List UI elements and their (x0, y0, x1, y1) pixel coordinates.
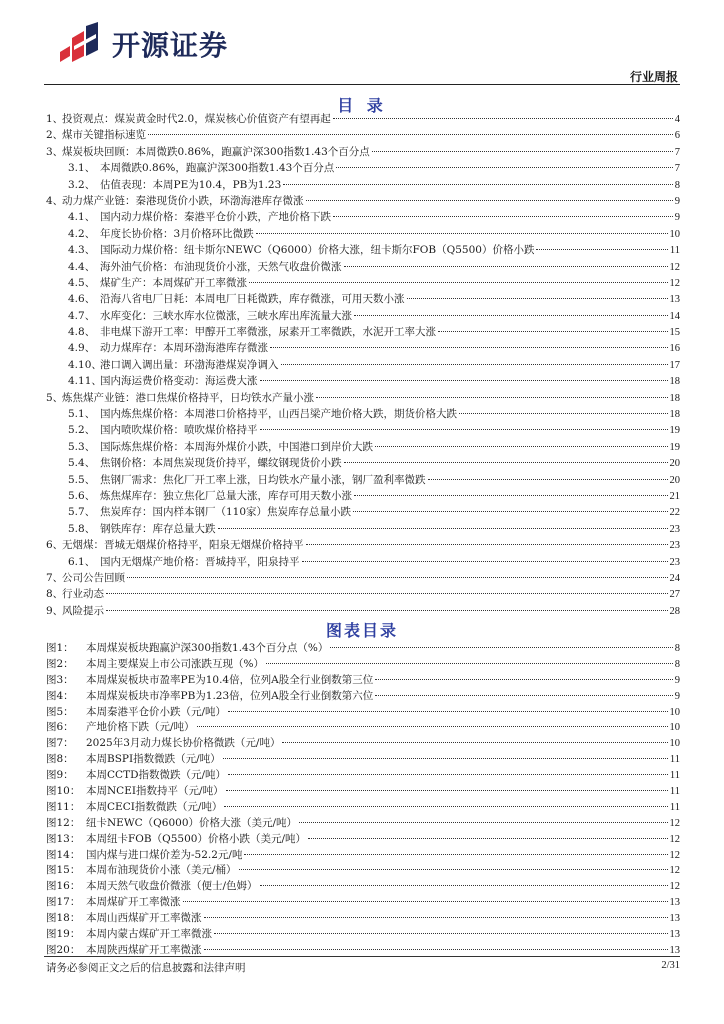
entry-page: 18 (669, 409, 680, 421)
figure-entry[interactable] (46, 719, 680, 735)
entry-number: 5.4、 (68, 457, 96, 470)
entry-title: 煤矿生产：本周煤矿开工率微涨 (100, 276, 247, 289)
entry-title: 炼焦煤库存：独立焦化厂总量大涨，库存可用天数小涨 (100, 489, 352, 502)
entry-number: 图4： (46, 689, 74, 702)
entry-page: 20 (669, 474, 680, 486)
entry-page: 12 (669, 865, 680, 877)
brand-name: 开源证券 (112, 29, 229, 62)
entry-page: 21 (669, 490, 680, 502)
entry-number: 3、 (46, 145, 64, 158)
entry-title: 国内喷吹煤价格：喷吹煤价格持平 (100, 424, 258, 437)
entry-title: 水库变化：三峡水库水位微涨，三峡水库出库流量大涨 (100, 309, 352, 322)
header-divider (44, 84, 680, 85)
entry-number: 图13： (46, 832, 81, 845)
dot-leader (239, 869, 668, 870)
entry-title: 无烟煤：晋城无烟煤价格持平，阳泉无烟煤价格持平 (62, 539, 304, 552)
entry-number: 6.1、 (68, 555, 96, 568)
dot-leader (223, 758, 668, 759)
dot-leader (333, 118, 673, 119)
toc-entry[interactable] (46, 275, 680, 291)
dot-leader (308, 838, 668, 839)
entry-title: 公司公告回顾 (62, 571, 125, 584)
toc-entry[interactable] (46, 472, 680, 488)
entry-title: 本周NCEI指数持平（元/吨） (86, 785, 224, 798)
entry-title: 本周天然气收盘价微涨（便士/色姆） (86, 880, 258, 893)
entry-number: 4.9、 (68, 342, 96, 355)
dot-leader (282, 742, 667, 743)
entry-number: 图10： (46, 785, 81, 798)
dot-leader (428, 479, 668, 480)
entry-page: 13 (669, 294, 680, 306)
figure-entry[interactable] (46, 656, 680, 672)
toc-entry[interactable] (46, 586, 680, 602)
figure-entry[interactable] (46, 783, 680, 799)
company-logo (56, 22, 228, 66)
figure-entry[interactable] (46, 831, 680, 847)
entry-number: 2、 (46, 129, 64, 142)
toc-entry[interactable] (46, 455, 680, 471)
entry-page: 9 (674, 674, 680, 686)
entry-number: 图18： (46, 912, 81, 925)
entry-page: 8 (674, 643, 680, 654)
entry-number: 图1： (46, 642, 74, 654)
toc-entry[interactable] (46, 160, 680, 176)
entry-number: 4.4、 (68, 260, 96, 273)
entry-page: 12 (669, 261, 680, 273)
entry-page: 11 (669, 245, 680, 257)
entry-title: 海外油气价格：布油现货价小涨，天然气收盘价微涨 (100, 260, 342, 273)
entry-title: 本周微跌0.86%，跑赢沪深300指数1.43个百分点 (100, 162, 335, 175)
entry-page: 10 (669, 228, 680, 240)
entry-number: 4.1、 (68, 211, 96, 224)
entry-number: 5.3、 (68, 440, 96, 453)
entry-page: 11 (669, 770, 680, 782)
entry-number: 4.2、 (68, 227, 96, 240)
dot-leader (281, 364, 668, 365)
dot-leader (353, 511, 667, 512)
toc-heading: 目 录 (337, 96, 387, 115)
figure-entry[interactable] (46, 751, 680, 767)
entry-number: 5.5、 (68, 473, 96, 486)
figure-entry[interactable] (46, 926, 680, 942)
entry-page: 8 (674, 179, 680, 191)
dot-leader (214, 933, 668, 934)
figure-entry[interactable] (46, 894, 680, 910)
dot-leader (330, 647, 672, 648)
toc-entry[interactable] (46, 570, 680, 586)
table-of-contents (46, 111, 680, 619)
dot-leader (260, 429, 668, 430)
toc-entry[interactable] (46, 439, 680, 455)
dot-leader (266, 663, 673, 664)
dot-leader (228, 774, 668, 775)
entry-page: 19 (669, 441, 680, 453)
entry-number: 图5： (46, 705, 74, 718)
dot-leader (197, 726, 668, 727)
entry-page: 12 (669, 833, 680, 845)
toc-entry[interactable] (46, 259, 680, 275)
toc-entry[interactable] (46, 127, 680, 143)
entry-page: 13 (669, 929, 680, 941)
entry-number: 4.3、 (68, 244, 96, 257)
toc-entry[interactable] (46, 291, 680, 307)
figure-entry[interactable] (46, 640, 680, 656)
entry-title: 本周山西煤矿开工率微涨 (86, 912, 202, 925)
toc-entry[interactable] (46, 603, 680, 619)
dot-leader (127, 577, 668, 578)
toc-entry[interactable] (46, 554, 680, 570)
entry-page: 16 (669, 343, 680, 355)
entry-page: 23 (669, 556, 680, 568)
dot-leader (106, 593, 668, 594)
toc-entry[interactable] (46, 340, 680, 356)
entry-number: 1、 (46, 113, 64, 125)
dot-leader (218, 528, 668, 529)
entry-number: 5.7、 (68, 506, 96, 519)
entry-number: 图8： (46, 753, 74, 766)
entry-title: 行业动态 (62, 588, 104, 601)
entry-title: 本周布油现货价小涨（美元/桶） (86, 864, 237, 877)
dot-leader (283, 184, 672, 185)
figure-entry[interactable] (46, 815, 680, 831)
entry-number: 图16： (46, 880, 81, 893)
entry-page: 6 (674, 130, 680, 142)
entry-title: 动力煤产业链：秦港现货价小跌，环渤海港库存微涨 (62, 194, 304, 207)
entry-title: 年度长协价格：3月价格环比微跌 (100, 227, 254, 240)
toc-entry[interactable] (46, 504, 680, 520)
toc-entry[interactable] (46, 209, 680, 225)
dot-leader (344, 266, 668, 267)
entry-title: 本周陕西煤矿开工率微涨 (86, 943, 202, 956)
figure-entry[interactable] (46, 767, 680, 783)
dot-leader (226, 790, 668, 791)
entry-title: 港口调入调出量：环渤海港煤炭净调入 (100, 358, 279, 371)
toc-entry[interactable] (46, 422, 680, 438)
entry-number: 图7： (46, 737, 74, 750)
entry-page: 22 (669, 507, 680, 519)
dot-leader (244, 854, 667, 855)
dot-leader (459, 413, 668, 414)
figure-entry[interactable] (46, 688, 680, 704)
toc-entry[interactable] (46, 390, 680, 406)
entry-page: 10 (669, 706, 680, 718)
figure-entry[interactable] (46, 847, 680, 863)
dot-leader (228, 711, 667, 712)
entry-number: 5、 (46, 391, 64, 404)
entry-number: 图2： (46, 657, 74, 670)
figure-entry[interactable] (46, 799, 680, 815)
dot-leader (316, 397, 668, 398)
entry-title: 本周纽卡FOB（Q5500）价格小跌（美元/吨） (86, 832, 306, 845)
entry-page: 12 (669, 817, 680, 829)
entry-page: 14 (669, 310, 680, 322)
figure-entry[interactable] (46, 704, 680, 720)
figure-entry[interactable] (46, 735, 680, 751)
entry-number: 图20： (46, 943, 81, 956)
entry-number: 4.8、 (68, 326, 96, 339)
entry-page: 7 (674, 146, 680, 158)
entry-title: 2025年3月动力煤长协价格微跌（元/吨） (86, 737, 281, 750)
toc-entry[interactable] (46, 488, 680, 504)
entry-title: 国际动力煤价格：纽卡斯尔NEWC（Q6000）价格大涨，纽卡斯尔FOB（Q5500）价格小跌 (100, 244, 535, 257)
entry-page: 4 (674, 114, 680, 125)
toc-entry[interactable] (46, 357, 680, 373)
entry-title: 焦钢价格：本周焦炭现货价持平，螺纹钢现货价小跌 (100, 457, 342, 470)
entry-page: 27 (669, 589, 680, 601)
dot-leader (260, 885, 668, 886)
dot-leader (302, 561, 668, 562)
entry-title: 本周煤炭板块市盈率PE为10.4倍，位列A股全行业倒数第三位 (86, 673, 374, 686)
dot-leader (375, 446, 668, 447)
dot-leader (336, 167, 672, 168)
entry-page: 13 (669, 913, 680, 925)
entry-page: 10 (669, 722, 680, 734)
entry-number: 图15： (46, 864, 81, 877)
entry-title: 本周CECI指数微跌（元/吨） (86, 800, 223, 813)
entry-number: 图17： (46, 896, 81, 909)
dot-leader (372, 151, 673, 152)
dot-leader (204, 917, 668, 918)
toc-entry[interactable] (46, 308, 680, 324)
entry-title: 风险提示 (62, 604, 104, 617)
entry-page: 18 (669, 392, 680, 404)
entry-title: 本周BSPI指数微跌（元/吨） (86, 753, 221, 766)
entry-number: 图6： (46, 721, 74, 734)
entry-page: 28 (669, 605, 680, 617)
entry-page: 20 (669, 458, 680, 470)
figure-entry[interactable] (46, 672, 680, 688)
toc-entry[interactable] (46, 193, 680, 209)
toc-entry[interactable] (46, 144, 680, 160)
toc-entry[interactable] (46, 177, 680, 193)
dot-leader (106, 610, 668, 611)
page-number: 2/31 (661, 960, 680, 971)
entry-page: 11 (669, 754, 680, 766)
entry-number: 3.1、 (68, 162, 96, 175)
entry-page: 8 (674, 658, 680, 670)
entry-page: 24 (669, 572, 680, 584)
dot-leader (148, 134, 673, 135)
entry-title: 煤市关键指标速览 (62, 129, 146, 142)
dot-leader (224, 806, 667, 807)
entry-title: 非电煤下游开工率：甲醇开工率微涨，尿素开工率微跌，水泥开工率大涨 (100, 326, 436, 339)
entry-number: 3.2、 (68, 178, 96, 191)
entry-page: 9 (674, 212, 680, 224)
toc-entry[interactable] (46, 406, 680, 422)
entry-page: 7 (674, 163, 680, 175)
entry-page: 12 (669, 277, 680, 289)
entry-title: 国内动力煤价格：秦港平仓价小跌，产地价格下跌 (100, 211, 331, 224)
entry-title: 本周内蒙古煤矿开工率微涨 (86, 928, 212, 941)
dot-leader (375, 695, 673, 696)
dot-leader (536, 249, 667, 250)
footer-divider (44, 956, 680, 957)
entry-page: 23 (669, 523, 680, 535)
entry-number: 4.11、 (68, 375, 102, 388)
entry-title: 焦炭库存：国内样本钢厂（110家）焦炭库存总量小跌 (100, 506, 352, 519)
entry-title: 产地价格下跌（元/吨） (86, 721, 195, 734)
entry-number: 图9： (46, 769, 74, 782)
entry-number: 9、 (46, 604, 64, 617)
entry-title: 国内无烟煤产地价格：晋城持平，阳泉持平 (100, 555, 300, 568)
entry-title: 炼焦煤产业链：港口焦煤价格持平，日均铁水产量小涨 (62, 391, 314, 404)
dot-leader (354, 495, 668, 496)
entry-number: 5.6、 (68, 489, 96, 502)
dot-leader (375, 679, 673, 680)
dot-leader (183, 901, 668, 902)
entry-page: 13 (669, 897, 680, 909)
entry-number: 图19： (46, 928, 81, 941)
entry-page: 10 (669, 738, 680, 750)
entry-page: 11 (669, 801, 680, 813)
dot-leader (249, 282, 668, 283)
entry-page: 9 (674, 690, 680, 702)
entry-title: 国内煤与进口煤价差为-52.2元/吨 (86, 848, 243, 861)
figure-entry[interactable] (46, 910, 680, 926)
footer-disclaimer: 请务必参阅正文之后的信息披露和法律声明 (46, 962, 246, 974)
entry-page: 15 (669, 327, 680, 339)
dot-leader (333, 216, 673, 217)
entry-page: 19 (669, 425, 680, 437)
entry-title: 本周煤炭板块跑赢沪深300指数1.43个百分点（%） (86, 642, 329, 654)
entry-number: 5.8、 (68, 522, 96, 535)
entry-page: 17 (669, 359, 680, 371)
entry-title: 本周煤炭板块市净率PB为1.23倍，位列A股全行业倒数第六位 (86, 689, 374, 702)
entry-number: 5.2、 (68, 424, 96, 437)
dot-leader (204, 949, 668, 950)
dot-leader (344, 462, 668, 463)
report-type-label: 行业周报 (629, 70, 678, 84)
entry-page: 12 (669, 881, 680, 893)
dot-leader (354, 315, 668, 316)
entry-number: 5.1、 (68, 408, 96, 421)
dot-leader (306, 200, 673, 201)
entry-title: 钢铁库存：库存总量大跌 (100, 522, 216, 535)
entry-title: 焦钢厂需求：焦化厂开工率上涨，日均铁水产量小涨，钢厂盈利率微跌 (100, 473, 426, 486)
toc-entry[interactable] (46, 111, 680, 127)
dot-leader (438, 331, 668, 332)
entry-number: 图11： (46, 800, 81, 813)
dot-leader (260, 380, 668, 381)
entry-title: 动力煤库存：本周环渤海港库存微涨 (100, 342, 268, 355)
figure-list (46, 640, 680, 958)
entry-title: 国际炼焦煤价格：本周海外煤价小跌，中国港口到岸价大跌 (100, 440, 373, 453)
entry-title: 估值表现：本周PE为10.4，PB为1.23 (100, 178, 282, 191)
toc-entry[interactable] (46, 324, 680, 340)
entry-page: 18 (669, 376, 680, 388)
dot-leader (256, 233, 668, 234)
entry-number: 4、 (46, 194, 64, 207)
toc-entry[interactable] (46, 242, 680, 258)
toc-entry[interactable] (46, 521, 680, 537)
entry-page: 13 (669, 944, 680, 956)
entry-number: 4.10、 (68, 358, 102, 371)
toc-entry[interactable] (46, 226, 680, 242)
dot-leader (299, 822, 667, 823)
dot-leader (306, 544, 668, 545)
entry-page: 12 (669, 849, 680, 861)
entry-title: 国内海运费价格变动：海运费大涨 (100, 375, 258, 388)
entry-number: 7、 (46, 571, 64, 584)
toc-entry[interactable] (46, 537, 680, 553)
entry-title: 本周煤矿开工率微涨 (86, 896, 181, 909)
entry-number: 4.7、 (68, 309, 96, 322)
logo-mark-icon (56, 22, 102, 66)
entry-title: 本周秦港平仓价小跌（元/吨） (86, 705, 227, 718)
entry-number: 4.6、 (68, 293, 96, 306)
dot-leader (270, 347, 668, 348)
entry-title: 本周CCTD指数微跌（元/吨） (86, 769, 227, 782)
entry-title: 沿海八省电厂日耗：本周电厂日耗微跌，库存微涨，可用天数小涨 (100, 293, 405, 306)
toc-entry[interactable] (46, 373, 680, 389)
entry-number: 8、 (46, 588, 64, 601)
entry-title: 纽卡NEWC（Q6000）价格大涨（美元/吨） (86, 816, 298, 829)
figure-list-heading: 图表目录 (325, 621, 398, 640)
entry-page: 23 (669, 540, 680, 552)
figure-entry[interactable] (46, 878, 680, 894)
dot-leader (407, 298, 668, 299)
entry-number: 4.5、 (68, 276, 96, 289)
entry-page: 11 (669, 786, 680, 798)
entry-number: 图14： (46, 848, 81, 861)
figure-entry[interactable] (46, 862, 680, 878)
entry-title: 本周主要煤炭上市公司涨跌互现（%） (86, 657, 264, 670)
entry-title: 煤炭板块回顾：本周微跌0.86%，跑赢沪深300指数1.43个百分点 (62, 145, 370, 158)
entry-title: 投资观点：煤炭黄金时代2.0，煤炭核心价值资产有望再起 (62, 113, 331, 125)
entry-title: 国内炼焦煤价格：本周港口价格持平，山西吕梁产地价格大跌，期货价格大跌 (100, 408, 457, 421)
entry-page: 9 (674, 195, 680, 207)
entry-number: 图12： (46, 816, 81, 829)
entry-number: 图3： (46, 673, 74, 686)
entry-number: 6、 (46, 539, 64, 552)
